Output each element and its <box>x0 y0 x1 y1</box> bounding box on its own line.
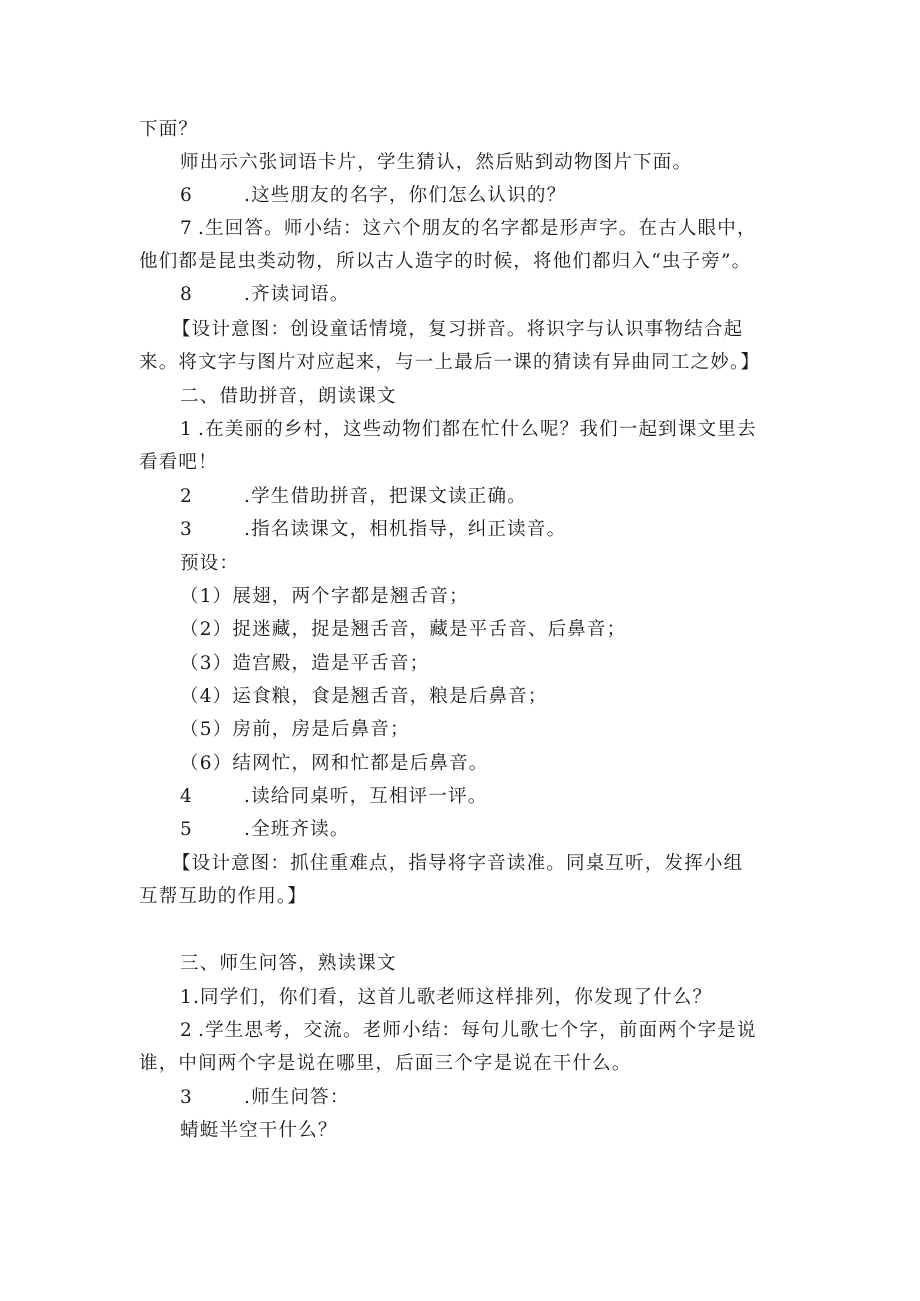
heading-text: 二、借助拼音，朗读课文 <box>180 386 397 407</box>
numbered-item <box>180 485 830 509</box>
item-text: .学生借助拼音，把课文读正确。 <box>244 486 527 507</box>
line-text: （1）展翅，两个字都是翘舌音； <box>180 586 469 607</box>
text-line <box>180 151 830 175</box>
line-text: （3）造宫殿，造是平舌音； <box>180 653 430 674</box>
numbered-item <box>180 283 830 307</box>
line-text: 来。将文字与图片对应起来，与一上最后一课的猜读有异曲同工之妙。】 <box>139 352 761 373</box>
item-number: 6 <box>180 185 193 206</box>
item-number: 3 <box>180 519 193 540</box>
line-text: 师出示六张词语卡片，学生猜认，然后贴到动物图片下面。 <box>180 152 693 173</box>
line-text: 【设计意图：抓住重难点，指导将字音读准。同桌互听，发挥小组 <box>172 853 744 874</box>
line-text: 蜻蜓半空干什么？ <box>180 1120 338 1141</box>
text-line <box>180 1119 830 1143</box>
heading-text: 三、师生问答，熟读课文 <box>180 953 397 974</box>
line-text: （2）捉迷藏，捉是翘舌音，藏是平舌音、后鼻音； <box>180 619 627 640</box>
section-heading <box>180 952 830 976</box>
numbered-item <box>180 217 830 241</box>
list-item <box>180 752 830 776</box>
item-text: .全班齐读。 <box>244 819 350 840</box>
list-item <box>180 718 830 742</box>
numbered-item <box>180 986 830 1010</box>
numbered-item <box>180 1086 830 1110</box>
design-intent-note <box>172 318 822 342</box>
list-item <box>180 652 830 676</box>
item-text: .这些朋友的名字，你们怎么认识的？ <box>244 185 567 206</box>
section-heading <box>180 385 830 409</box>
item-text: .齐读词语。 <box>244 284 350 305</box>
item-text: 1.同学们，你们看，这首儿歌老师这样排列，你发现了什么？ <box>180 987 713 1008</box>
numbered-item <box>180 785 830 809</box>
text-line <box>139 1052 789 1076</box>
list-item <box>180 618 830 642</box>
item-text: .学生思考，交流。老师小结：每句儿歌七个字，前面两个字是说 <box>198 1020 757 1041</box>
item-text: .指名读课文，相机指导，纠正读音。 <box>244 519 567 540</box>
line-text: 他们都是昆虫类动物，所以古人造字的时候，将他们都归入“虫子旁”。 <box>139 251 752 272</box>
text-line <box>139 351 789 375</box>
item-number: 2 <box>180 1020 193 1041</box>
line-text: 看看吧！ <box>139 452 218 473</box>
item-text: .师生问答： <box>244 1087 350 1108</box>
line-text: 【设计意图：创设童话情境，复习拼音。将识字与认识事物结合起 <box>172 319 744 340</box>
line-text: 预设： <box>180 553 240 574</box>
item-number: 5 <box>180 819 193 840</box>
numbered-item <box>180 184 830 208</box>
line-text: （5）房前，房是后鼻音； <box>180 719 410 740</box>
text-line <box>139 250 789 274</box>
item-number: 3 <box>180 1087 193 1108</box>
numbered-item <box>180 418 830 442</box>
text-line <box>139 885 789 909</box>
item-number: 4 <box>180 786 193 807</box>
list-item <box>180 585 830 609</box>
design-intent-note <box>172 852 822 876</box>
line-text: （6）结网忙，网和忙都是后鼻音。 <box>180 753 489 774</box>
line-text: 谁，中间两个字是说在哪里，后面三个字是说在干什么。 <box>139 1053 632 1074</box>
item-number: 7 <box>180 218 193 239</box>
text-line <box>180 552 830 576</box>
item-text: .生回答。师小结：这六个朋友的名字都是形声字。在古人眼中， <box>198 218 757 239</box>
line-text: 下面？ <box>139 119 199 140</box>
item-number: 1 <box>180 419 193 440</box>
line-text: 互帮互助的作用。】 <box>139 886 308 907</box>
text-line <box>139 451 789 475</box>
list-item <box>180 685 830 709</box>
item-text: .读给同桌听，互相评一评。 <box>244 786 488 807</box>
numbered-item <box>180 818 830 842</box>
text-line <box>139 118 789 142</box>
item-number: 8 <box>180 284 193 305</box>
line-text: （4）运食粮，食是翘舌音，粮是后鼻音； <box>180 686 548 707</box>
item-text: .在美丽的乡村，这些动物们都在忙什么呢？我们一起到课文里去 <box>198 419 757 440</box>
numbered-item <box>180 1019 830 1043</box>
item-number: 2 <box>180 486 193 507</box>
numbered-item <box>180 518 830 542</box>
